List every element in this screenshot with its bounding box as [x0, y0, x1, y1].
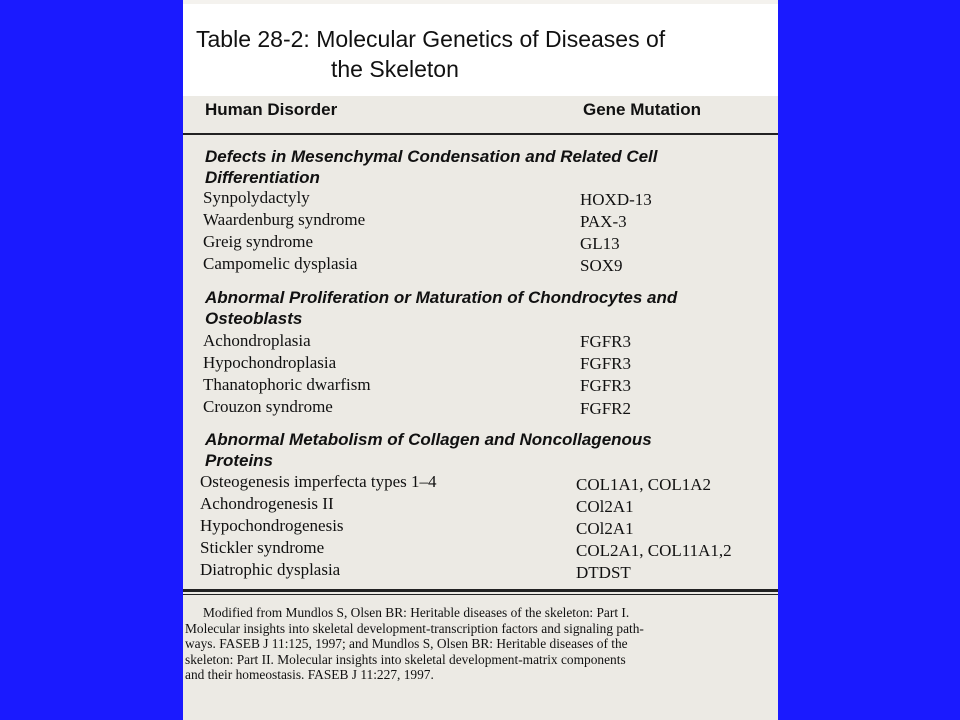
gene-cell: COL2A1, COL11A1,2: [576, 541, 732, 560]
column-header-disorder: Human Disorder: [205, 100, 338, 119]
gene-cell: FGFR2: [580, 399, 632, 418]
gene-cell: FGFR3: [580, 376, 632, 395]
disorder-cell: Diatrophic dysplasia: [200, 560, 341, 579]
header-rule: [183, 133, 778, 135]
footer-rule: [183, 589, 778, 592]
page-title-line2: the Skeleton: [331, 56, 459, 82]
disorder-cell: Greig syndrome: [203, 232, 314, 251]
section-heading: Abnormal Metabolism of Collagen and Noncollagenous Proteins: [205, 430, 652, 470]
disorder-cell: Waardenburg syndrome: [203, 210, 366, 229]
disorder-cell: Osteogenesis imperfecta types 1–4: [200, 472, 437, 491]
column-header-gene: Gene Mutation: [583, 100, 702, 119]
disorder-cell: Achondrogenesis II: [200, 494, 334, 513]
gene-cell: DTDST: [576, 563, 631, 582]
disorder-cell: Campomelic dysplasia: [203, 254, 358, 273]
gene-cell: GL13: [580, 234, 620, 253]
gene-cell: PAX-3: [580, 212, 627, 231]
disorder-cell: Achondroplasia: [203, 331, 311, 350]
source-footnote: Modified from Mundlos S, Olsen BR: Heritable diseases of the skeleton: Part I. Molecular insights into skeletal development-transcription factors and signaling path- ways. FASEB J 11:125, 1997; and Mundlos S, Olsen BR: Heritable diseases of the skeleton: Part II. Molecular insights into skeletal development-matrix components and their homeostasis. FASEB J 11:227, 1997.: [185, 605, 644, 683]
disorder-cell: Thanatophoric dwarfism: [203, 375, 371, 394]
disorder-cell: Hypochondroplasia: [203, 353, 337, 372]
gene-cell: COl2A1: [576, 519, 634, 538]
gene-cell: HOXD-13: [580, 190, 652, 209]
gene-cell: COl2A1: [576, 497, 634, 516]
page-title-line1: Table 28-2: Molecular Genetics of Diseases of: [196, 26, 666, 52]
gene-cell: COL1A1, COL1A2: [576, 475, 712, 494]
disorder-cell: Crouzon syndrome: [203, 397, 333, 416]
disorder-cell: Synpolydactyly: [203, 188, 310, 207]
gene-cell: SOX9: [580, 256, 623, 275]
footer-rule-thin: [183, 594, 778, 595]
section-heading: Defects in Mesenchymal Condensation and Related Cell Differentiation: [205, 147, 658, 187]
section-heading: Abnormal Proliferation or Maturation of Chondrocytes and Osteoblasts: [205, 288, 678, 328]
gene-cell: FGFR3: [580, 354, 632, 373]
disorder-cell: Hypochondrogenesis: [200, 516, 344, 535]
disorder-cell: Stickler syndrome: [200, 538, 325, 557]
gene-cell: FGFR3: [580, 332, 632, 351]
